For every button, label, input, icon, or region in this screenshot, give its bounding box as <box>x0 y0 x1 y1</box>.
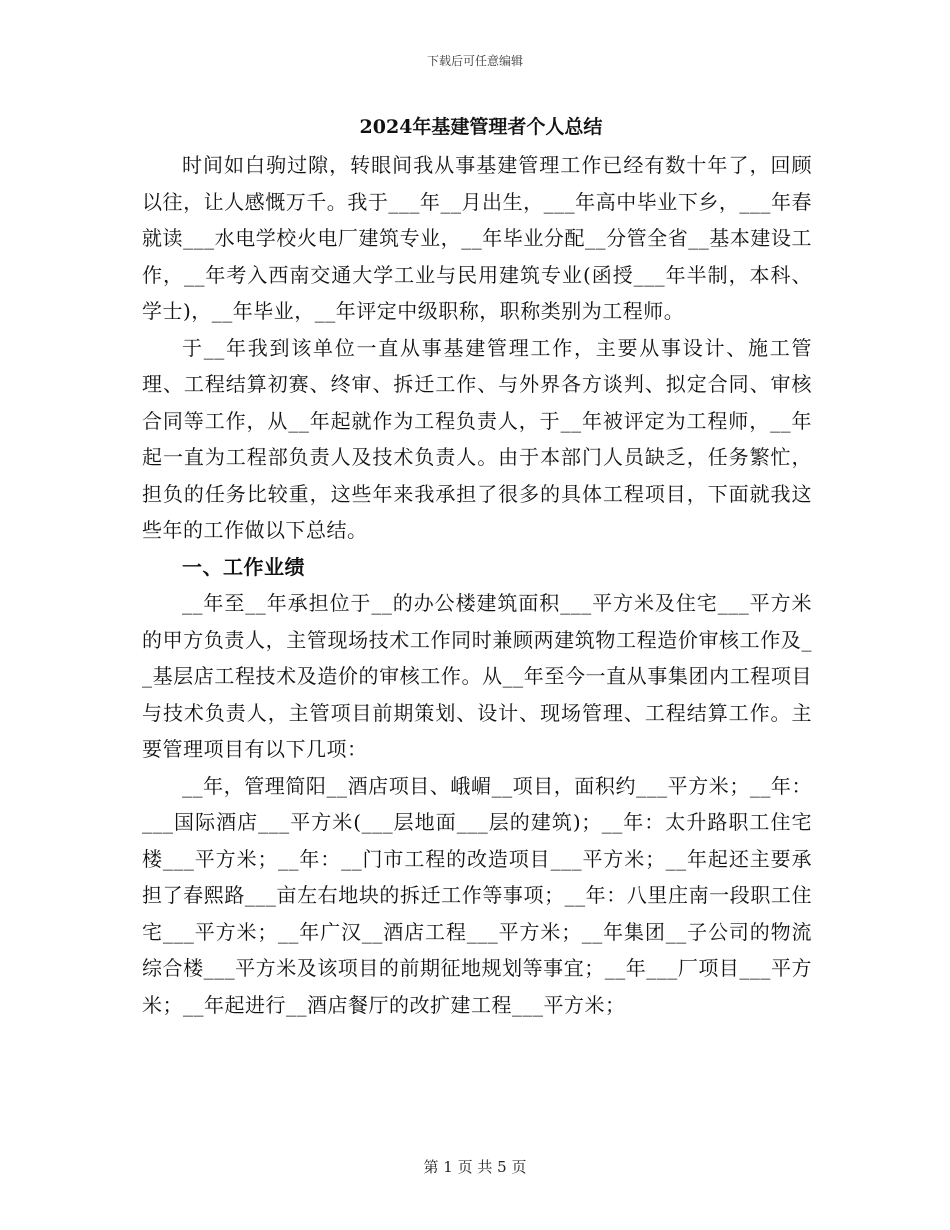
section-paragraph-2: __年，管理简阳__酒店项目、峨嵋__项目，面积约___平方米；__年：___国际酒店___平方米(___层地面___层的建筑)；__年：太升路职工住宅楼___平方米；__年：__门市工程的改造项目___平方米；__年起还主要承担了春熙路___亩左右地块的拆迁工作等事项；__年：八里庄南一段职工住宅___平方米；__年广汉__酒店工程___平方米；__年集团__子公司的物流综合楼___平方米及该项目的前期征地规划等事宜；__年___厂项目___平方米；__年起进行__酒店餐厅的改扩建工程___平方米； <box>142 773 812 1017</box>
document-body <box>142 147 812 1023</box>
section-paragraph-1: __年至__年承担位于__的办公楼建筑面积___平方米及住宅___平方米的甲方负责人，主管现场技术工作同时兼顾两建筑物工程造价审核工作及__基层店工程技术及造价的审核工作。从__年至今一直从事集团内工程项目与技术负责人，主管项目前期策划、设计、现场管理、工程结算工作。主要管理项目有以下几项： <box>142 591 812 761</box>
section-heading-work-achievements: 一、工作业绩 <box>182 554 305 579</box>
page-number-footer: 第 1 页 共 5 页 <box>423 1158 527 1176</box>
page-header-note: 下载后可任意编辑 <box>426 54 523 68</box>
body-paragraph-2: 于__年我到该单位一直从事基建管理工作，主要从事设计、施工管理、工程结算初赛、终审、拆迁工作、与外界各方谈判、拟定合同、审核合同等工作，从__年起就作为工程负责人，于__年被评定为工程师，__年起一直为工程部负责人及技术负责人。由于本部门人员缺乏，任务繁忙，担负的任务比较重，这些年来我承担了很多的具体工程项目，下面就我这些年的工作做以下总结。 <box>142 335 812 542</box>
body-paragraph-1: 时间如白驹过隙，转眼间我从事基建管理工作已经有数十年了，回顾以往，让人感慨万千。我于___年__月出生，___年高中毕业下乡，___年春就读___水电学校火电厂建筑专业，__年毕业分配__分管全省__基本建设工作，__年考入西南交通大学工业与民用建筑专业(函授___年半制，本科、学士)，__年毕业，__年评定中级职称，职称类别为工程师。 <box>142 153 812 323</box>
document-title: 2024年基建管理者个人总结 <box>359 116 603 138</box>
